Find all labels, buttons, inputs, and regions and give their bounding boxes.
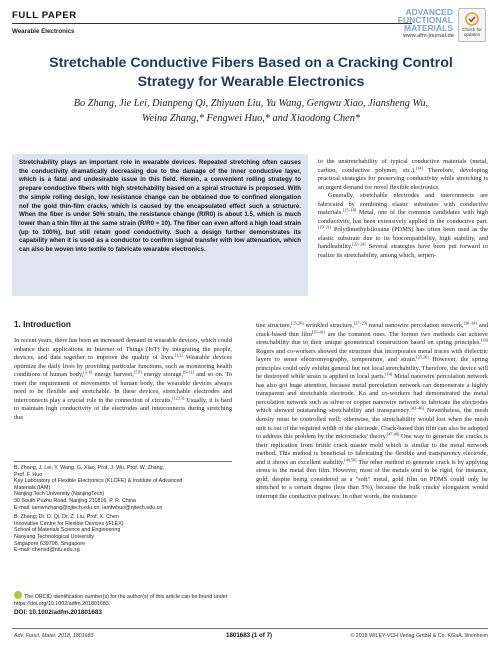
affiliation-block-2: B. Zhang; Dr. D. Qi, Dr. Z. Liu, Prof. X. Chen Innovative Centre for Flexible Devices (iFLEX) School of Materials Science and Engineering Nanyang Technological University Singapore 639798, Singapore E-mail: chenxd@ntu.edu.sg <box>14 514 232 554</box>
footer-citation: Adv. Funct. Mater. 2018, 1801683 <box>14 633 94 639</box>
footer-copyright: © 2018 WILEY-VCH Verlag GmbH & Co. KGaA, Weinheim <box>350 633 488 639</box>
journal-logo-line1: ADVANCED <box>405 7 453 17</box>
article-doi[interactable]: DOI: 10.1002/adfm.201801683 <box>14 609 102 616</box>
authors-line1: Bo Zhang, Jie Lei, Dianpeng Qi, Zhiyuan Liu, Yu Wang, Gengwu Xiao, Jiansheng Wu, <box>73 98 429 109</box>
check-for-updates-badge[interactable] <box>458 8 486 42</box>
right-paragraph-1: to the unstretchability of typical conductive materials (metal, carbon, conductive polymer, etc.).[14] Therefore, developing practical strategies for preserving conductivity while stretching is an urgent demand for novel flexible electronics. <box>318 158 488 191</box>
check-badge-line2: updates <box>463 32 481 37</box>
author-list <box>36 96 466 126</box>
orcid-icon <box>14 591 22 599</box>
footer-rule <box>12 628 488 629</box>
article-title: Stretchable Conductive Fibers Based on a Cracking Control Strategy for Wearable Electronics <box>49 55 453 90</box>
right-paragraph-3: tine structure,[25,26] wrinkled structure,[27–29] metal nanowire percolation network,[30–34] and crack-based thin film[35–41] are the common ones. The former two methods can achieve stretchability due to their unique geometrical construction based on spring principles.[14] Rogers and co-workers showed the structure that incorporates metal traces with dielectric layers to sense electromyography, temperature, and strain.[25,26] However, the spring principles could only exhibit general but not local stretchability. Therefore, the device will be destroyed while strain is applied in local parts.[14] Metal nanowire percolation network has also got huge attention, because metal percolation network can demonstrate a highly transparent and stretchable electrode. Ko and co-workers had demonstrated the metal percolation network such as silver or copper nanowire network to fabricate the electrodes which showed outstanding stretchability and transparency.[42–46] Nevertheless, the mesh density must be controlled well; otherwise, the stretchability would lost when the mesh unit is out of the required width of the electrode. Crack-based thin film can also be adopted to address this problem by the microcracks' theory.[47,48] One way to generate the cracks is their replication from brittle crack master mold which is similar to the metal network method. This method is beneficial to fabricating the flexible and transparency electrode, and it shows an excellent stability.[49,50] The other method to generate crack is by applying stress to the metal thin film. However, most of the metals tend to be rigid, for instance, gold; despite being considered as a "soft" metal, gold film on PDMS could only be stretched to a certain degree (less than 5%), because the bulk cracks' elongation would interrupt the conductive pathway. In other words, the resistance <box>256 320 489 500</box>
right-paragraph-2: Generally, stretchable electrodes and interconnects are fabricated by combining elastic substrates with conductive materials.[15–18] Metal, one of the common candidates with high conductivity, has been extensively applied in the conductive part.[19–21] Polydimethylsiloxane (PDMS) has often been used as the elastic substrate due to its biocompatibility, high stability, and handleability.[22–24] Several strategies have been put forward to realize its stretchability, among which, serpen- <box>318 192 488 260</box>
abstract-text: Stretchability plays an important role in wearable devices. Repeated stretching often causes the conductivity dramatically decreasing due to the damage of the inner conductive layer, which is a fatal and undesirable issue in this field. Herein, a convenient rolling strategy to prepare conductive fibers with high stretchability based on a spiral structure is proposed. With the simple rolling design, low resistance change can be obtained due to confined elongation nof the gold thin-film cracks, which is caused by the encapsulated effect such a structure. When the fiber is under 50% strain, the resistance change (R/R0) is about 1.5, which is much lower than a thin film at the same strain (R/R0 ≈ 10). The fiber can even afford a high load strain (up to 100%), but still retain good conductivity. Such a design further demonstrates its capability when it is used as a conductor to confirm signal transfer with low attenuation, which can also be woven into textile to fabricate wearable electronics. <box>19 159 301 254</box>
right-column-lower <box>256 322 488 501</box>
journal-logo-line2: FUNCTIONAL <box>397 15 453 25</box>
section-label: Wearable Electronics <box>12 28 75 35</box>
affiliation-block-1: B. Zhang, J. Lei, Y. Wang, G. Xiao, Prof. J. Wu, Prof. W. Zhang, Prof. F. Huo Key Laboratory of Flexible Electronics (KLOFE) & Institute of Advanced Materials (IAM) Nanjing Tech University (NanjingTech) 30 South Puzhu Road, Nanjing 211816, P. R. China E-mail: iamwnzhang@njtech.edu.cn; iamfwhuo@njtech.edu.cn <box>14 465 232 511</box>
check-badge-line1: Check for <box>462 27 482 32</box>
journal-logo-line3: MATERIALS <box>404 23 453 33</box>
affiliation-1-email[interactable]: E-mail: iamwnzhang@njtech.edu.cn; iamfwhuo@njtech.edu.cn <box>14 504 163 511</box>
check-updates-icon <box>465 12 479 26</box>
right-column-top <box>318 158 488 261</box>
authors-line2: Weina Zhang,* Fengwei Huo,* and Xiaodong Chen* <box>141 113 361 124</box>
intro-left-column <box>14 337 232 422</box>
footer-page-number: 1801683 (1 of 7) <box>226 632 273 639</box>
intro-paragraph: In recent years, there has been an increased demand in wearable devices, which could enhance their applications in Internet of Things (IoT) by integrating the people, devices, and data together to improve the quality of lives.[1,2] Wearable devices optimize the daily lives by providing particular functions, such as monitoring health conditions of human body,[3–6] energy harvest,[7,8] energy storage,[9–11] and so on. To meet the requirement of movements of human body, the wearable devices always need to be flexible and stretchable. In these devices, stretchable electrodes and interconnects play a crucial role in the connection of circuits.[12,13] Usually, it is hard to maintain high conductivity of the electrodes and interconnects during stretching due <box>14 337 233 421</box>
introduction-heading: 1. Introduction <box>14 320 71 329</box>
orcid-note <box>14 591 232 607</box>
abstract-box <box>12 154 308 296</box>
header-rule <box>12 23 412 24</box>
affiliation-rule <box>14 461 232 462</box>
affiliation-2-email[interactable]: E-mail: chenxd@ntu.edu.sg <box>14 547 80 554</box>
journal-logo <box>385 8 453 32</box>
orcid-note-text[interactable]: The ORCID identification number(s) for the author(s) of this article can be found under https://doi.org/10.1002/adfm.201801683. <box>14 594 228 607</box>
affiliations <box>14 465 232 557</box>
journal-url[interactable]: www.afm-journal.de <box>403 33 454 39</box>
article-kicker: FULL PAPER <box>12 10 77 21</box>
